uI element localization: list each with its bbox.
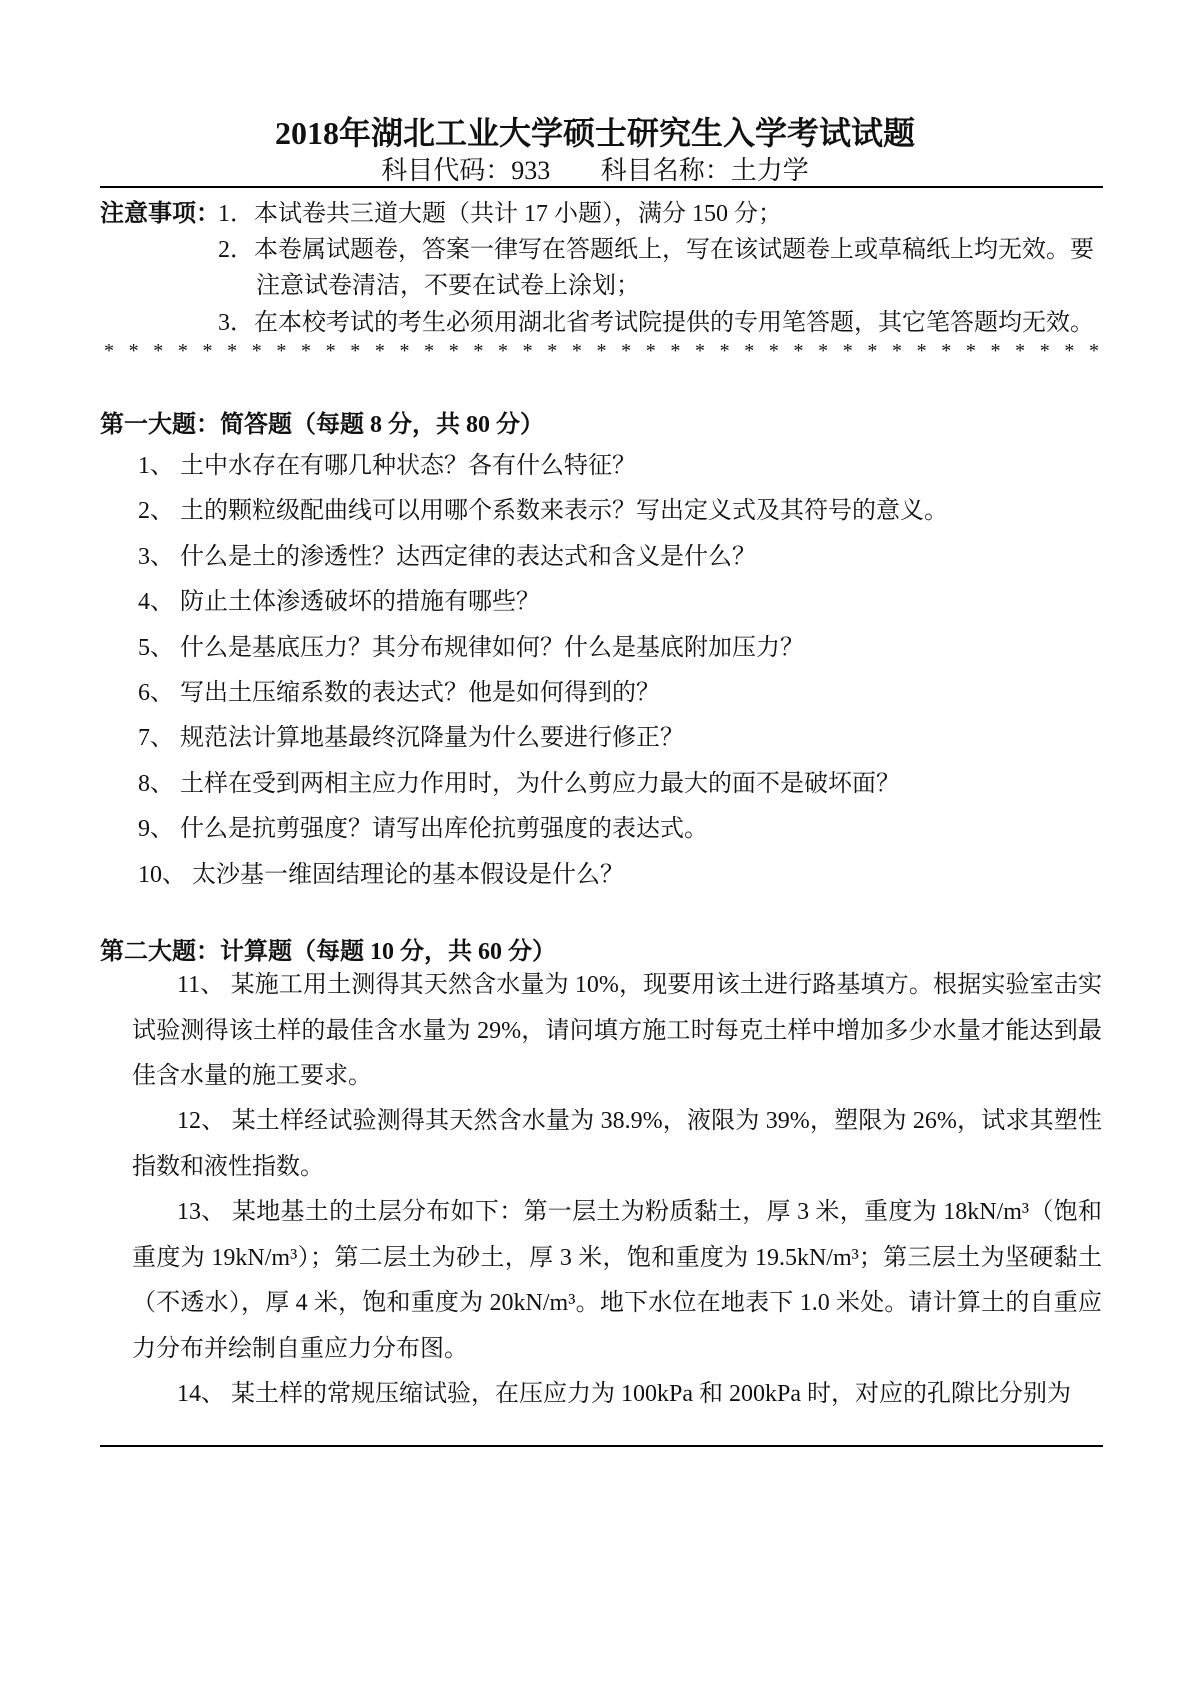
star: * [916,340,927,362]
note-3: 3．在本校考试的考生必须用湖北省考试院提供的专用笔答题，其它笔答题均无效。 [218,310,1094,336]
star: * [374,340,385,362]
star: * [473,340,484,362]
star: * [202,340,213,362]
note-2: 2．本卷属试题卷，答案一律写在答题纸上，写在该试题卷上或草稿纸上均无效。要 [218,237,1094,263]
star: * [498,340,508,362]
question-11 [132,963,1102,1100]
question-text: 14、 某土样的常规压缩试验，在压应力为 100kPa 和 200kPa 时，对应的孔隙比分别为 [177,1381,1071,1407]
star: * [1089,340,1099,362]
star: * [547,340,558,362]
star: * [1064,340,1075,362]
star: * [177,340,188,362]
question-14 [132,1372,1102,1418]
question-6: 6、 写出土压缩系数的表达式？他是如何得到的？ [138,680,660,706]
star: * [645,340,656,362]
question-1: 1、 土中水存在有哪几种状态？各有什么特征？ [138,453,636,479]
question-3: 3、 什么是土的渗透性？达西定律的表达式和含义是什么？ [138,543,756,570]
star: * [301,340,311,362]
star: * [670,340,681,362]
star: * [596,340,607,362]
star: * [941,340,952,362]
question-text: 11、 某施工用土测得其天然含水量为 10%，现要用该土进行路基填方。根据实验室击实试验测得该土样的最佳含水量为 29%，请问填方施工时每克土样中增加多少水量才能达到最佳含水量的施工要求。 [132,972,1102,1089]
subject-name: 科目名称：土力学 [600,156,809,185]
question-text: 13、 某地基土的土层分布如下：第一层土为粉质黏土，厚 3 米，重度为 18kN/m³（饱和重度为 19kN/m³）；第二层土为砂土，厚 3 米，饱和重度为 19.5kN/m³；第三层土为坚硬黏土（不透水），厚 4 米，饱和重度为 20kN/m³。地下水位在地表下 1.0 米处。请计算土的自重应力分布并绘制自重应力分布图。 [132,1199,1102,1362]
star: * [768,340,779,362]
note-2-cont: 注意试卷清洁，不要在试卷上涂划； [256,273,640,299]
question-text: 12、 某土样经试验测得其天然含水量为 38.9%，液限为 39%，塑限为 26%，试求其塑性指数和液性指数。 [132,1108,1102,1180]
star: * [744,340,755,362]
bottom-rule [100,1445,1103,1447]
section1-title: 第一大题：简答题（每题 8 分，共 80 分） [100,412,544,438]
star: * [1039,340,1050,362]
star-divider [104,340,1099,363]
star: * [104,340,114,362]
question-13 [132,1190,1102,1372]
section2-title: 第二大题：计算题（每题 10 分，共 60 分） [100,939,556,965]
question-9: 9、 什么是抗剪强度？请写出库伦抗剪强度的表达式。 [138,816,708,843]
star: * [325,340,336,362]
star: * [842,340,853,362]
star: * [965,340,976,362]
star: * [719,340,730,362]
star: * [276,340,287,362]
star: * [128,340,139,362]
star: * [424,340,435,362]
star: * [990,340,1001,362]
star: * [793,340,804,362]
star: * [695,340,705,362]
question-10: 10、 太沙基一维固结理论的基本假设是什么？ [138,861,624,888]
star: * [522,340,533,362]
top-rule [100,186,1103,188]
star: * [251,340,262,362]
exam-title: 2018年湖北工业大学硕士研究生入学考试试题 [274,115,915,151]
star: * [153,340,164,362]
star: * [892,340,902,362]
notes-label: 注意事项： [100,201,220,227]
star: * [621,340,632,362]
question-2: 2、 土的颗粒级配曲线可以用哪个系数来表示？写出定义式及其符号的意义。 [138,498,948,525]
question-4: 4、 防止土体渗透破坏的措施有哪些？ [138,589,540,616]
star: * [571,340,582,362]
star: * [867,340,878,362]
subject-info [0,150,1190,187]
star: * [399,340,410,362]
subject-code: 科目代码：933 [381,156,551,185]
star: * [1015,340,1026,362]
star: * [227,340,238,362]
star: * [448,340,459,362]
question-5: 5、 什么是基底压力？其分布规律如何？什么是基底附加压力？ [138,634,804,661]
question-8: 8、 土样在受到两相主应力作用时，为什么剪应力最大的面不是破坏面？ [138,770,900,797]
note-1: 1．本试卷共三道大题（共计 17 小题），满分 150 分； [218,201,782,227]
question-12 [132,1099,1102,1190]
question-7: 7、 规范法计算地基最终沉降量为什么要进行修正？ [138,725,684,752]
star: * [818,340,829,362]
star: * [350,340,361,362]
